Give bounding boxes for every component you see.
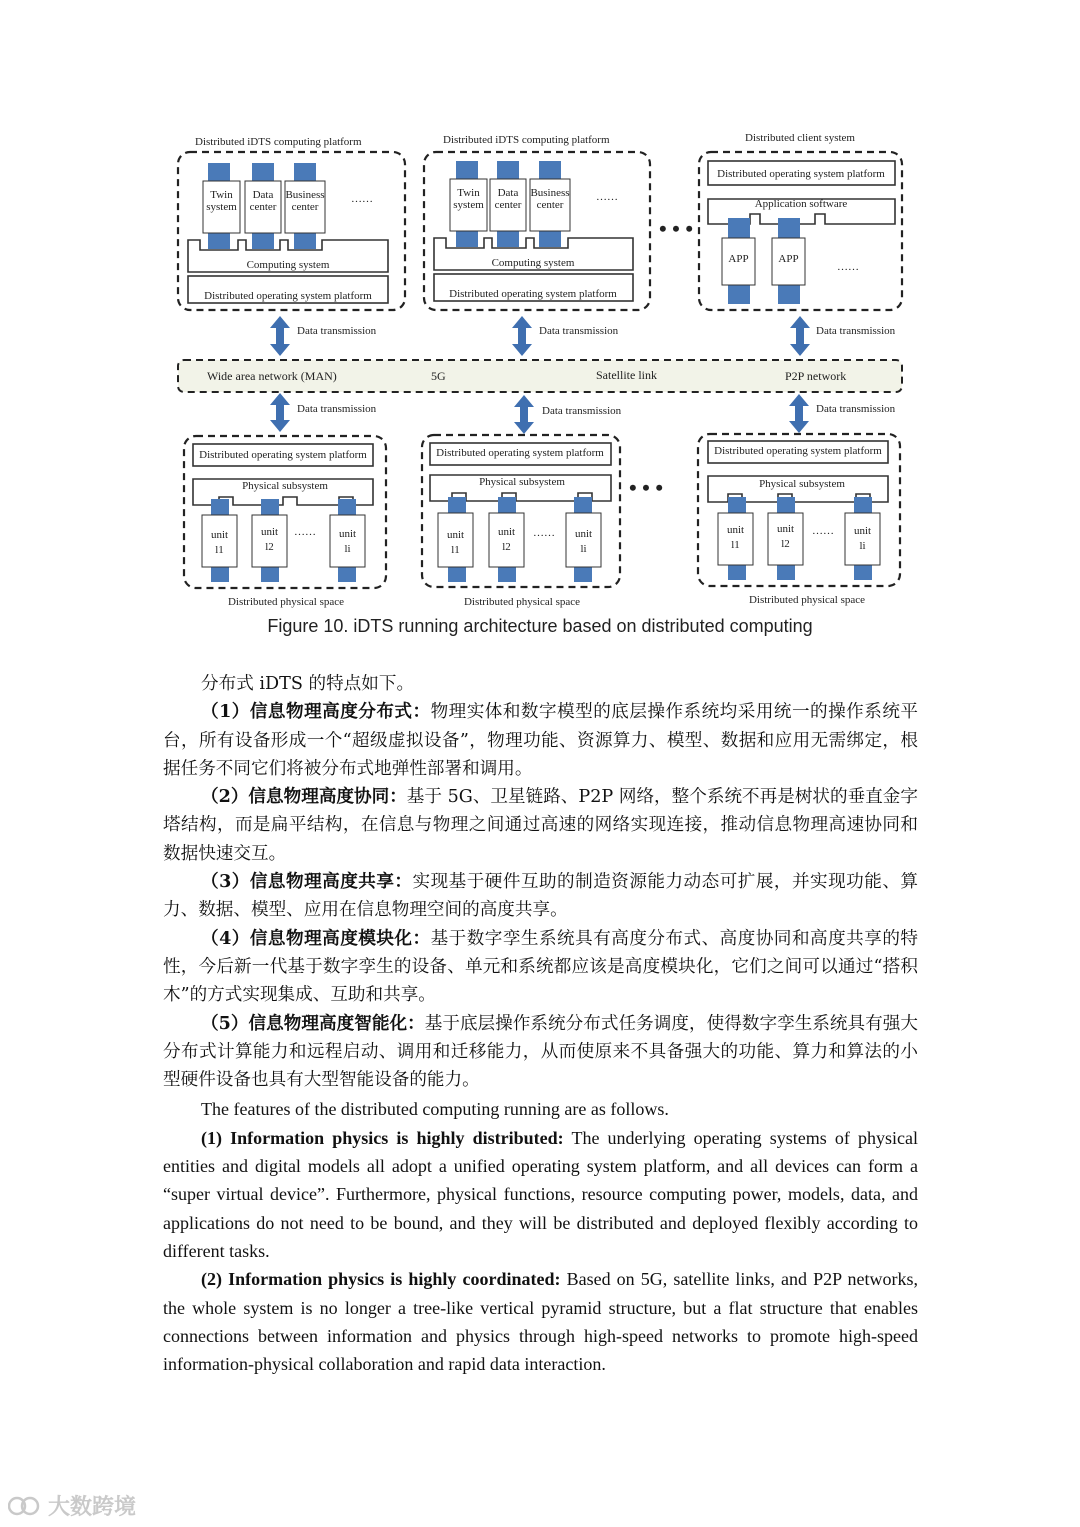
zh-item-heading: （3）信息物理高度共享： xyxy=(201,871,413,893)
svg-text:Businesscenter: Business center xyxy=(530,187,570,211)
unit-module xyxy=(566,497,601,582)
physical-space-label: Distributed physical space xyxy=(463,596,581,608)
unit-module xyxy=(330,499,365,582)
svg-text:Data transmission: Data transmission xyxy=(816,325,896,337)
svg-text:……: …… xyxy=(294,526,316,538)
unit-module xyxy=(718,497,753,580)
upper-arrows xyxy=(270,316,896,356)
zh-item-2: （2）信息物理高度协同：基于 5G、卫星链路、P2P 网络，整个系统不再是树状的垂直金字塔结构，而是扁平结构，在信息与物理之间通过高速的网络实现连接，推动信息物理高速协同和数据快速交互。 xyxy=(163,786,918,864)
module-data-center xyxy=(490,161,526,247)
bidirectional-arrow-icon xyxy=(270,393,290,432)
network-band xyxy=(178,360,902,392)
svg-text:l2: l2 xyxy=(265,541,274,553)
svg-text:li: li xyxy=(344,543,351,555)
svg-text:Data transmission: Data transmission xyxy=(297,403,377,415)
physical-subsystem-label: Physical subsystem xyxy=(479,476,565,488)
bidirectional-arrow-icon xyxy=(512,316,532,356)
watermark-logo-icon xyxy=(8,1494,42,1518)
module-business-center xyxy=(285,163,325,249)
physical-space-2 xyxy=(422,435,620,608)
svg-text:Datacenter: Data center xyxy=(249,189,277,213)
unit-module xyxy=(489,497,524,582)
application-software-label: Application software xyxy=(754,198,848,210)
svg-text:unit: unit xyxy=(497,526,516,538)
module-data-center xyxy=(245,163,281,249)
svg-text:l2: l2 xyxy=(502,541,511,553)
svg-text:Data transmission: Data transmission xyxy=(297,325,377,337)
unit-module xyxy=(438,497,473,582)
svg-text:l2: l2 xyxy=(781,538,790,550)
svg-text:unit: unit xyxy=(574,528,593,540)
zh-item-5: （5）信息物理高度智能化：基于底层操作系统分布式任务调度，使得数字孪生系统具有强大分布式计算能力和远程启动、调用和迁移能力，从而使原来不具备强大的功能、算力和算法的小型硬件设备也具有大型智能设备的能力。 xyxy=(163,1012,918,1091)
os-platform-label: Distributed operating system platform xyxy=(199,449,367,461)
svg-text:……: …… xyxy=(351,193,373,205)
network-satellite: Satellite link xyxy=(596,368,657,382)
svg-text:APP: APP xyxy=(778,253,799,265)
top-platform-title: Distributed iDTS computing platform xyxy=(443,134,610,146)
client-system-title: Distributed client system xyxy=(745,132,855,144)
unit-module xyxy=(845,497,880,580)
network-5g: 5G xyxy=(431,369,446,383)
svg-text:……: …… xyxy=(812,525,834,537)
zh-item-1: （1）信息物理高度分布式：物理实体和数字模型的底层操作系统均采用统一的操作系统平台，所有设备形成一个“超级虚拟设备”，物理功能、资源算力、模型、数据和应用无需绑定，根据任务不同它们将被分布式地弹性部署和调用。 xyxy=(163,701,918,779)
zh-item-4: （4）信息物理高度模块化：基于数字孪生系统具有高度分布式、高度协同和高度共享的特性，今后新一代基于数字孪生的设备、单元和系统都应该是高度模块化，它们之间可以通过“搭积木”的方式实现集成、互助和共享。 xyxy=(163,927,918,1006)
physical-subsystem-label: Physical subsystem xyxy=(759,478,845,490)
svg-text:unit: unit xyxy=(210,529,229,541)
zh-item-heading: （5）信息物理高度智能化： xyxy=(201,1012,425,1034)
app-module xyxy=(722,218,755,304)
en-item-2: (2) Information physics is highly coordinated: Based on 5G, satellite links, and P2P networks, the whole system is no longer a tree-like vertical pyramid structure, but a flat structure that enables connections between information and physics through high-speed networks to promote high-speed information-physical collaboration and rapid data interaction. xyxy=(163,1269,918,1375)
svg-text:Data transmission: Data transmission xyxy=(816,403,896,415)
top-platform-2 xyxy=(424,134,650,310)
physical-space-1 xyxy=(184,436,386,608)
svg-text:Datacenter: Data center xyxy=(494,187,522,211)
figure-caption: Figure 10. iDTS running architecture based on distributed computing xyxy=(267,616,813,636)
svg-text:……: …… xyxy=(533,527,555,539)
client-system xyxy=(699,132,902,310)
continuation-dots: • • • xyxy=(628,475,664,500)
physical-space-label: Distributed physical space xyxy=(748,594,866,606)
bidirectional-arrow-icon xyxy=(790,316,810,356)
physical-space-label: Distributed physical space xyxy=(227,596,345,608)
unit-module xyxy=(252,499,287,582)
network-man: Wide area network (MAN) xyxy=(207,369,337,383)
os-platform-label: Distributed operating system platform xyxy=(449,288,617,300)
en-intro: The features of the distributed computing running are as follows. xyxy=(201,1099,669,1120)
physical-subsystem-label: Physical subsystem xyxy=(242,480,328,492)
svg-text:Twinsystem: Twin system xyxy=(453,187,484,211)
svg-text:l1: l1 xyxy=(215,544,224,556)
svg-text:unit: unit xyxy=(446,529,465,541)
module-twin-system xyxy=(450,161,487,247)
svg-text:l1: l1 xyxy=(451,544,460,556)
computing-system-label: Computing system xyxy=(246,259,330,271)
svg-text:Data transmission: Data transmission xyxy=(542,405,622,417)
svg-text:……: …… xyxy=(837,261,859,273)
svg-text:unit: unit xyxy=(338,528,357,540)
svg-text:li: li xyxy=(859,540,866,552)
svg-text:li: li xyxy=(580,543,587,555)
svg-text:Twinsystem: Twin system xyxy=(206,189,237,213)
zh-item-3: （3）信息物理高度共享：实现基于硬件互助的制造资源能力动态可扩展，并实现功能、算力、数据、模型、应用在信息物理空间的高度共享。 xyxy=(163,871,918,921)
bidirectional-arrow-icon xyxy=(270,316,290,356)
module-business-center xyxy=(530,161,570,247)
os-platform-label: Distributed operating system platform xyxy=(717,168,885,180)
os-platform-label: Distributed operating system platform xyxy=(714,445,882,457)
lower-arrows xyxy=(270,393,896,434)
svg-text:Data transmission: Data transmission xyxy=(539,325,619,337)
svg-text:unit: unit xyxy=(776,523,795,535)
physical-space-3 xyxy=(698,434,900,606)
zh-item-heading: （4）信息物理高度模块化： xyxy=(201,927,431,949)
svg-text:l1: l1 xyxy=(731,539,740,551)
architecture-diagram xyxy=(0,0,1080,612)
computing-system-label: Computing system xyxy=(491,257,575,269)
continuation-dots: • • • xyxy=(658,216,694,241)
en-item-1: (1) Information physics is highly distributed: The underlying operating systems of physical entities and digital models all adopt a unified operating system platform, and all devices can form a “super virtual device”. Furthermore, physical functions, resource computing power, models, data, and applications do not need to be bound, and they will be distributed and deployed flexibly according to different tasks. xyxy=(163,1127,918,1261)
os-platform-label: Distributed operating system platform xyxy=(436,447,604,459)
os-platform-label: Distributed operating system platform xyxy=(204,290,372,302)
en-item-heading: (2) Information physics is highly coordinated: xyxy=(201,1269,561,1290)
module-twin-system xyxy=(203,163,240,249)
svg-text:unit: unit xyxy=(853,525,872,537)
svg-text:Businesscenter: Business center xyxy=(285,189,325,213)
svg-text:……: …… xyxy=(596,191,618,203)
unit-module xyxy=(768,497,803,580)
zh-item-heading: （2）信息物理高度协同： xyxy=(201,786,407,808)
svg-text:unit: unit xyxy=(726,524,745,536)
body-text xyxy=(163,670,918,1378)
svg-text:APP: APP xyxy=(728,253,749,265)
en-item-heading: (1) Information physics is highly distributed: xyxy=(201,1127,564,1148)
zh-intro: 分布式 iDTS 的特点如下。 xyxy=(201,674,415,694)
zh-item-heading: （1）信息物理高度分布式： xyxy=(201,701,431,723)
svg-text:unit: unit xyxy=(260,526,279,538)
watermark-text: 大数跨境 xyxy=(48,1495,137,1520)
bidirectional-arrow-icon xyxy=(514,395,534,434)
top-platform-title: Distributed iDTS computing platform xyxy=(195,136,362,148)
bidirectional-arrow-icon xyxy=(789,394,809,433)
unit-module xyxy=(202,499,237,582)
app-module xyxy=(772,218,805,304)
network-p2p: P2P network xyxy=(785,369,847,383)
watermark xyxy=(8,1490,136,1521)
top-platform-1 xyxy=(178,136,405,310)
